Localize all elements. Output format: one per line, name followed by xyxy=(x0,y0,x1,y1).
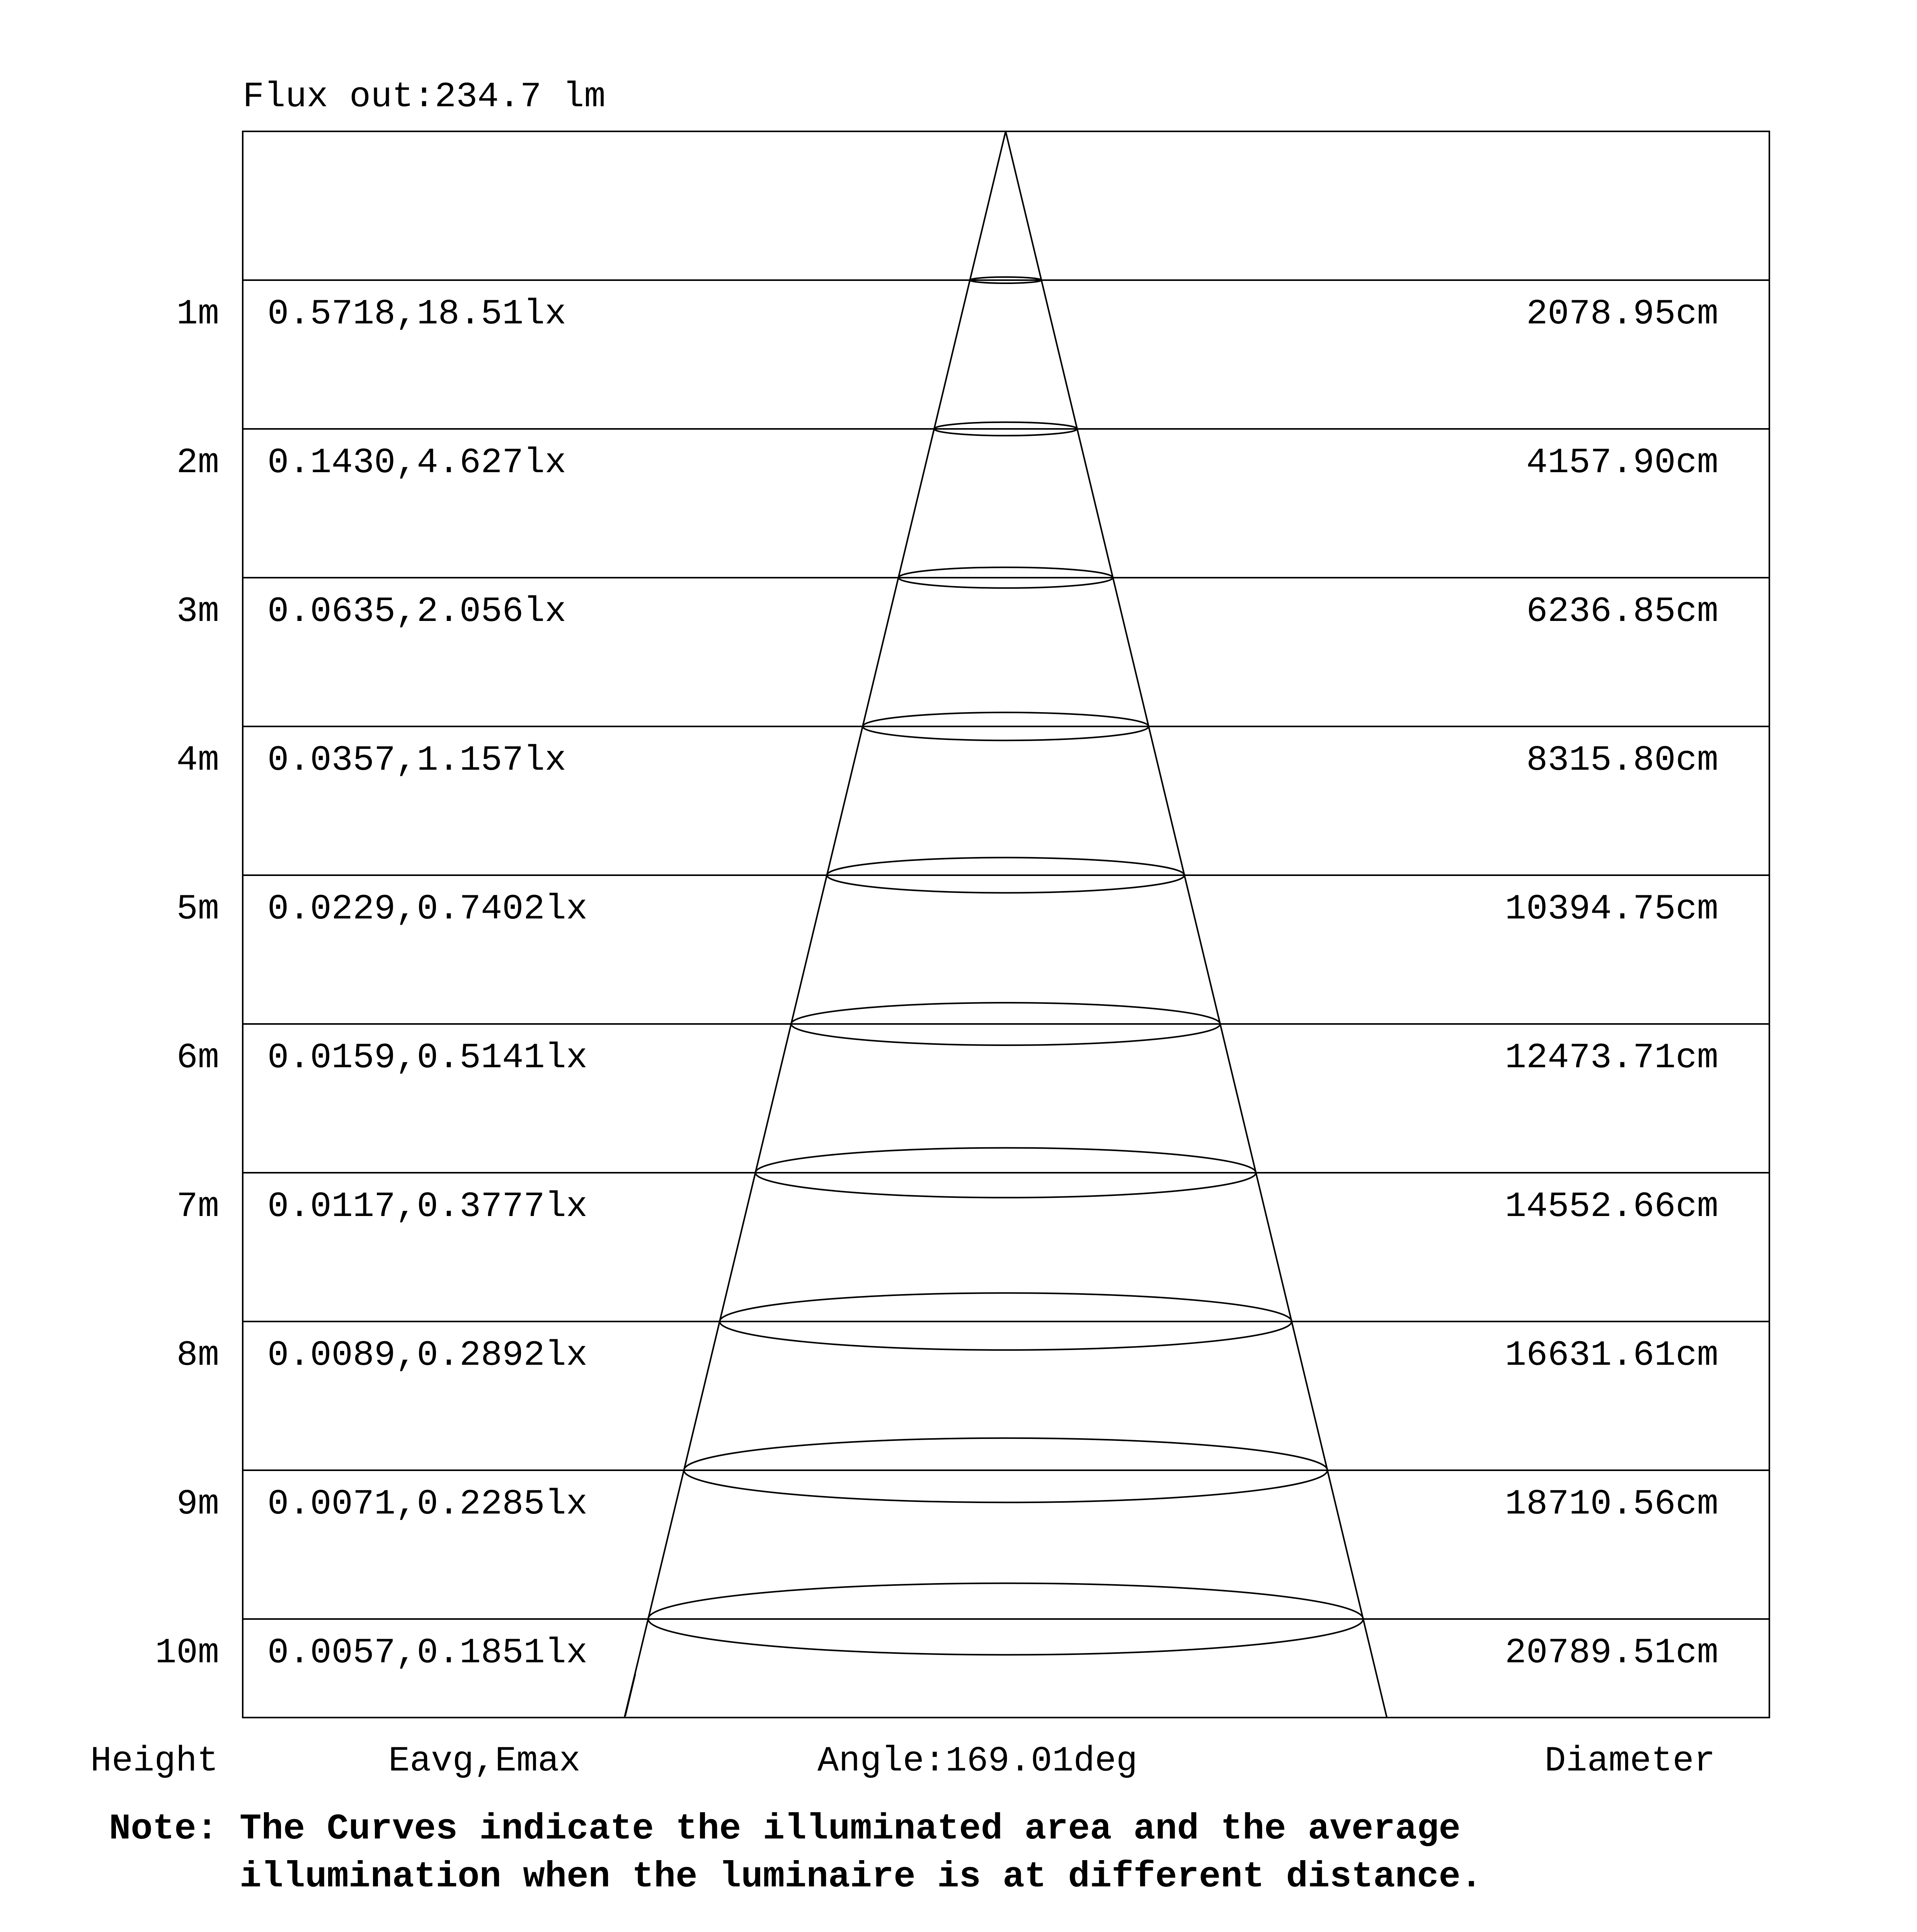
row-height-label: 6m xyxy=(176,1037,219,1078)
row-illuminance-label: 0.0089,0.2892lx xyxy=(267,1335,588,1376)
row-diameter-label: 18710.56cm xyxy=(1505,1484,1718,1524)
row-height-label: 3m xyxy=(176,591,219,632)
cone-left-edge xyxy=(625,131,1006,1718)
flux-out-label: Flux out:234.7 lm xyxy=(243,77,606,117)
row-illuminance-label: 0.0071,0.2285lx xyxy=(267,1484,588,1524)
diameter-column-label: Diameter xyxy=(1544,1741,1715,1781)
row-height-label: 1m xyxy=(176,294,219,334)
row-diameter-label: 4157.90cm xyxy=(1526,442,1718,483)
row-diameter-label: 20789.51cm xyxy=(1505,1633,1718,1673)
row-illuminance-label: 0.0057,0.1851lx xyxy=(267,1633,588,1673)
note-line-2: illumination when the luminaire is at different distance. xyxy=(240,1857,1483,1898)
row-labels xyxy=(155,294,1718,1673)
row-height-label: 9m xyxy=(176,1484,219,1524)
row-illuminance-label: 0.0159,0.5141lx xyxy=(267,1037,588,1078)
row-illuminance-label: 0.5718,18.51lx xyxy=(267,294,566,334)
row-diameter-label: 6236.85cm xyxy=(1526,591,1718,632)
row-height-label: 7m xyxy=(176,1186,219,1227)
row-illuminance-label: 0.0635,2.056lx xyxy=(267,591,566,632)
note-line-1: The Curves indicate the illuminated area and the average xyxy=(240,1809,1461,1850)
row-diameter-label: 2078.95cm xyxy=(1526,294,1718,334)
row-diameter-label: 14552.66cm xyxy=(1505,1186,1718,1227)
row-height-label: 2m xyxy=(176,442,219,483)
cone-left-edge-tick xyxy=(625,1674,635,1716)
row-illuminance-label: 0.0117,0.3777lx xyxy=(267,1186,588,1227)
cone-right-edge xyxy=(1006,131,1387,1718)
height-column-label: Height xyxy=(90,1741,218,1781)
row-height-label: 10m xyxy=(155,1633,219,1673)
row-diameter-label: 12473.71cm xyxy=(1505,1037,1718,1078)
row-illuminance-label: 0.0229,0.7402lx xyxy=(267,889,588,929)
row-height-label: 8m xyxy=(176,1335,219,1376)
row-diameter-label: 16631.61cm xyxy=(1505,1335,1718,1376)
row-illuminance-label: 0.0357,1.157lx xyxy=(267,740,566,781)
row-diameter-label: 10394.75cm xyxy=(1505,889,1718,929)
illuminated-area-ellipses xyxy=(648,277,1363,1655)
row-height-label: 5m xyxy=(176,889,219,929)
beam-angle-label: Angle:169.01deg xyxy=(817,1741,1138,1781)
note-prefix: Note: xyxy=(109,1809,218,1850)
eavg-emax-column-label: Eavg,Emax xyxy=(388,1741,581,1781)
row-height-label: 4m xyxy=(176,740,219,781)
beam-cone xyxy=(625,131,1387,1718)
row-illuminance-label: 0.1430,4.627lx xyxy=(267,442,566,483)
row-diameter-label: 8315.80cm xyxy=(1526,740,1718,781)
